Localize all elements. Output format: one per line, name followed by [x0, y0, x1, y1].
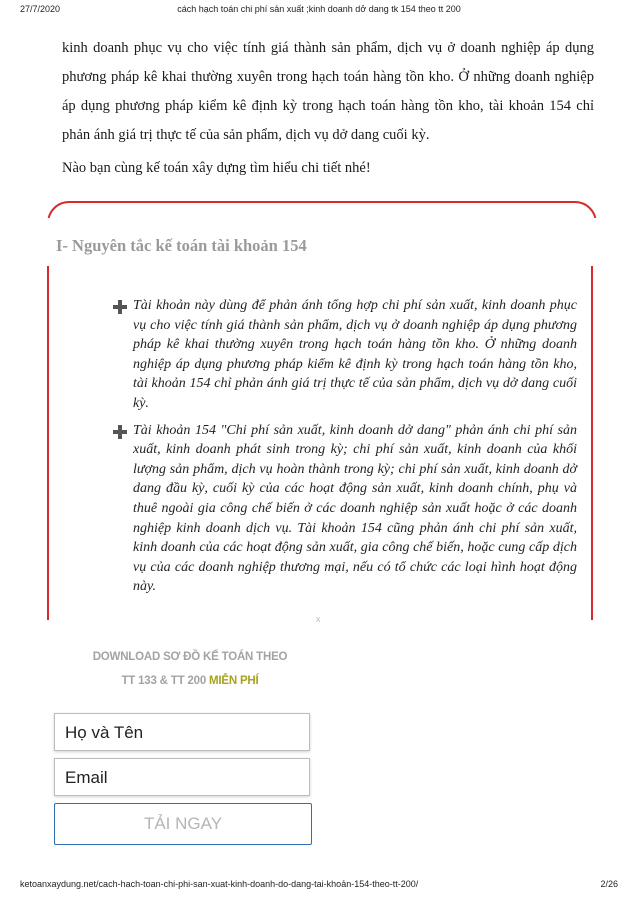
bullet-text: Tài khoản 154 "Chi phí sản xuất, kinh doanh dở dang" phản ánh chi phí sản xuất, kinh doanh phát sinh trong kỳ; chi phí sản xuất, kinh doanh của khối lượng sản phẩm, dịch vụ hoàn thành trong kỳ; chi phí sản xuất, kinh doanh dở dang đầu kỳ, cuối kỳ của các hoạt động sản xuất, kinh doanh chính, phụ và thuê ngoài gia công chế biến ở các doanh nghiệp sản xuất hoặc ở các doanh nghiệp kinh doanh dịch vụ. Tài khoản 154 cũng phản ánh chi phí sản xuất, kinh doanh của các hoạt động sản xuất, gia công chế biến, hoặc cung cấp dịch vụ của các doanh nghiệp thương mại, nếu có tổ chức các loại hình hoạt động này.: [133, 422, 577, 595]
page-header-date: 27/7/2020: [20, 4, 61, 14]
close-icon[interactable]: x: [316, 614, 321, 624]
section-title: I- Nguyên tắc kế toán tài khoản 154: [56, 236, 307, 255]
plus-icon: [113, 425, 127, 439]
download-standards: TT 133 & TT 200: [121, 675, 207, 687]
intro-paragraph: [62, 34, 594, 150]
page-header-title: cách hạch toán chi phí sản xuất ;kinh doanh dở dang tk 154 theo tt 200: [177, 4, 461, 14]
list-item: [113, 296, 577, 414]
bullet-text: Tài khoản này dùng để phản ánh tổng hợp chi phí sản xuất, kinh doanh phục vụ cho việc tính giá thành sản phẩm, dịch vụ ở doanh nghiệp áp dụng phương pháp kê khai thường xuyên trong hạch toán hàng tồn kho. Ở những doanh nghiệp áp dụng phương pháp kiểm kê định kỳ trong hạch toán hàng tồn kho, tài khoản 154 chỉ phản ánh giá trị thực tế của sản phẩm, dịch vụ dở dang cuối kỳ.: [133, 298, 577, 411]
list-item: [113, 421, 577, 597]
download-subheading: [60, 675, 320, 687]
page-number: 2/26: [600, 879, 618, 889]
intro-text: kinh doanh phục vụ cho việc tính giá thành sản phẩm, dịch vụ ở doanh nghiệp áp dụng phương pháp kê khai thường xuyên trong hạch toán hàng tồn kho. Ở những doanh nghiệp áp dụng phương pháp kiểm kê định kỳ trong hạch toán hàng tồn kho, tài khoản 154 chỉ phản ánh giá trị thực tế của sản phẩm, dịch vụ dở dang cuối kỳ.: [62, 40, 594, 143]
bullet-list: [113, 296, 577, 604]
plus-icon: [113, 300, 127, 314]
intro-tagline: Nào bạn cùng kế toán xây dựng tìm hiểu chi tiết nhé!: [62, 160, 371, 176]
download-heading: DOWNLOAD SƠ ĐỒ KẾ TOÁN THEO: [92, 651, 288, 663]
free-label: MIỄN PHÍ: [209, 675, 259, 687]
email-field[interactable]: Email: [54, 758, 310, 796]
page-footer-url: ketoanxaydung.net/cach-hach-toan-chi-phi-san-xuat-kinh-doanh-do-dang-tai-khoản-154-theo-tt-200/: [20, 879, 419, 889]
name-field[interactable]: Họ và Tên: [54, 713, 310, 751]
download-button[interactable]: TẢI NGAY: [54, 803, 312, 845]
section-frame-left: [47, 266, 49, 620]
section-frame-right: [591, 266, 593, 620]
